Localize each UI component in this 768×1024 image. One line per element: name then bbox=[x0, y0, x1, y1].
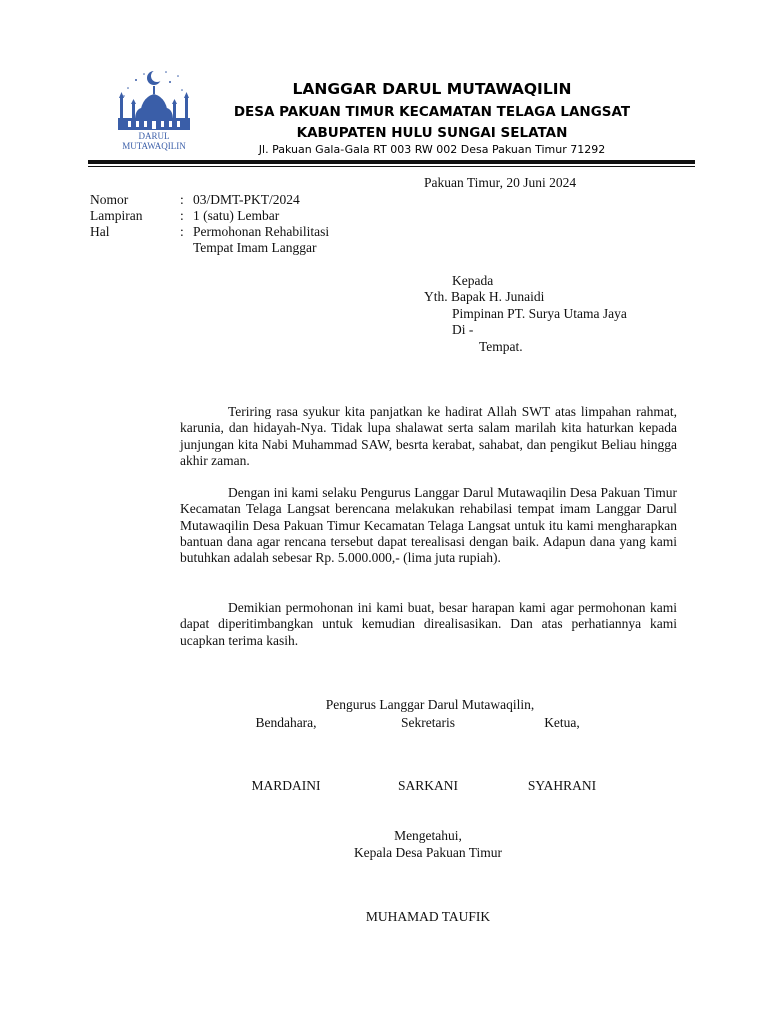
logo-text-1: DARUL bbox=[138, 131, 170, 141]
sekretaris-title: Sekretaris bbox=[401, 715, 455, 730]
letterhead-rule-thin bbox=[88, 166, 695, 167]
lampiran-colon: : bbox=[180, 208, 184, 223]
letterhead-address: Jl. Pakuan Gala-Gala RT 003 RW 002 Desa Pakuan Timur 71292 bbox=[258, 143, 606, 156]
kepala-desa-name: MUHAMAD TAUFIK bbox=[365, 909, 491, 924]
nomor-label: Nomor bbox=[90, 192, 129, 207]
recipient-kepada: Kepada bbox=[452, 273, 494, 288]
recipient-position: Pimpinan PT. Surya Utama Jaya bbox=[452, 306, 627, 321]
lampiran-label: Lampiran bbox=[90, 208, 143, 223]
hal-value-2: Tempat Imam Langgar bbox=[193, 240, 317, 255]
recipient-tempat: Tempat. bbox=[479, 339, 523, 354]
bendahara-title: Bendahara, bbox=[255, 715, 317, 730]
letter-date: Pakuan Timur, 20 Juni 2024 bbox=[424, 175, 577, 190]
hal-label: Hal bbox=[90, 224, 110, 239]
kepala-desa-title: Kepala Desa Pakuan Timur bbox=[353, 845, 503, 860]
sekretaris-name: SARKANI bbox=[397, 778, 458, 793]
recipient-name: Yth. Bapak H. Junaidi bbox=[424, 289, 545, 304]
ketua-title: Ketua, bbox=[544, 715, 580, 730]
recipient-di: Di - bbox=[452, 322, 474, 337]
signature-org: Pengurus Langgar Darul Mutawaqilin, bbox=[325, 697, 535, 712]
lampiran-value: 1 (satu) Lembar bbox=[193, 208, 280, 223]
body-paragraph-3: Demikian permohonan ini kami buat, besar harapan kami agar permohonan kami dapat diperitimbangkan untuk kemudian direalisasikan. Dan atas perhatiannya kami ucapkan terima kasih. bbox=[180, 600, 677, 648]
body-paragraph-1: Teriring rasa syukur kita panjatkan ke hadirat Allah SWT atas limpahan rahmat, karunia, dan hidayah-Nya. Tidak lupa shalawat serta salam marilah kita haturkan kepada junjungan kita Nabi Muhammad SAW, besrta kerabat, sahabat, dan pengikut Beliau hingga akhir zaman. bbox=[180, 404, 677, 468]
mengetahui-label: Mengetahui, bbox=[394, 828, 462, 843]
ketua-name: SYAHRANI bbox=[527, 778, 597, 793]
nomor-colon: : bbox=[180, 192, 184, 207]
hal-value-1: Permohonan Rehabilitasi bbox=[193, 224, 330, 239]
bendahara-name: MARDAINI bbox=[251, 778, 321, 793]
logo-text-2: MUTAWAQILIN bbox=[122, 141, 186, 151]
letterhead-rule bbox=[88, 160, 695, 164]
mosque-logo bbox=[108, 66, 200, 158]
nomor-value: 03/DMT-PKT/2024 bbox=[193, 192, 300, 207]
letterhead-title: LANGGAR DARUL MUTAWAQILIN bbox=[292, 80, 572, 98]
letterhead-regency: KABUPATEN HULU SUNGAI SELATAN bbox=[296, 125, 568, 141]
body-paragraph-2: Dengan ini kami selaku Pengurus Langgar Darul Mutawaqilin Desa Pakuan Timur Kecamatan Telaga Langsat berencana melakukan rehabilasi tempat imam Langgar Darul Mutawaqilin Desa Pakuan Timur Kecamatan Telaga Langsat untuk itu kami mengharapkan bantuan dana agar rencana tersebut dapat terealisasi dengan baik. Adapun dana yang kami butuhkan adalah sebesar Rp. 5.000.000,- (lima juta rupiah). bbox=[180, 485, 677, 566]
hal-colon: : bbox=[180, 224, 184, 239]
letterhead-village: DESA PAKUAN TIMUR KECAMATAN TELAGA LANGSAT bbox=[233, 104, 631, 120]
